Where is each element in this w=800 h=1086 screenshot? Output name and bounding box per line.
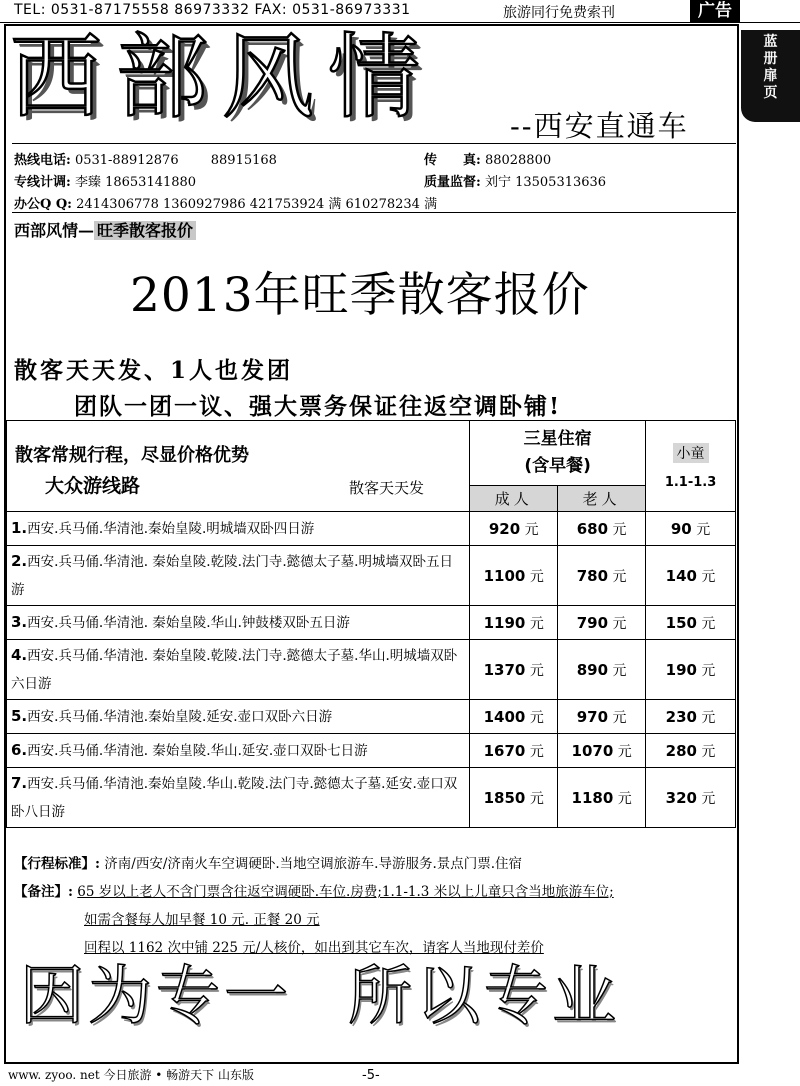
free-index-slogan: 旅游同行免费索刊 [503,5,615,21]
three-star-header: 三星住宿 (含早餐) [470,421,646,486]
table-header-left: 散客常规行程，尽显价格优势 大众游线路 散客天天发 [7,421,470,512]
route-cell: 2.西安.兵马俑.华清池. 秦始皇陵.乾陵.法门寺.懿德太子墓.明城墙双卧五日游 [7,546,470,606]
section-label: 西部风情— 旺季散客报价 [14,218,196,241]
adult-price-cell: 1190 元 [470,606,558,640]
child-header: 小童 1.1-1.3 [646,421,736,512]
trainer: 专线计调: 李臻 18653141880 [14,175,197,190]
adult-price-cell: 1400 元 [470,700,558,734]
route-cell: 3.西安.兵马俑.华清池. 秦始皇陵.华山.钟鼓楼双卧五日游 [7,606,470,640]
table-row [7,768,736,828]
route-cell: 7.西安.兵马俑.华清池.秦始皇陵.华山.乾陵.法门寺.懿德太子墓.延安.壶口双卧八日游 [7,768,470,828]
route-cell: 6.西安.兵马俑.华清池. 秦始皇陵.华山.延安.壶口双卧七日游 [7,734,470,768]
footer-site: www. zyoo. net 今日旅游 • 畅游天下 山东版 [8,1068,254,1082]
adult-price-cell: 1100 元 [470,546,558,606]
meal-note: 如需含餐每人加早餐 10 元. 正餐 20 元 [84,912,320,928]
route-cell: 1.西安.兵马俑.华清池.秦始皇陵.明城墙双卧四日游 [7,512,470,546]
motto: 因为专一 所以专业 [20,960,620,1034]
adult-price-cell: 1850 元 [470,768,558,828]
office-qq: 办公Q Q: 2414306778 1360927986 421753924 满 610278234 满 [14,197,438,212]
child-price-cell: 90 元 [646,512,736,546]
tagline-2: 团队一团一议、强大票务保证往返空调卧铺! [74,393,562,420]
route-cell: 4.西安.兵马俑.华清池. 秦始皇陵.乾陵.法门寺.懿德太子墓.华山.明城墙双卧六日游 [7,640,470,700]
page-number: -5- [362,1068,380,1083]
senior-price-cell: 680 元 [558,512,646,546]
divider [12,212,736,213]
side-tab: 蓝 册 扉 页 [741,30,800,122]
child-price-cell: 280 元 [646,734,736,768]
brand-title: 西部风情 [10,24,435,131]
top-bar [0,0,800,23]
hotline: 热线电话: 0531-88912876 88915168 [14,153,277,168]
child-price-cell: 140 元 [646,546,736,606]
senior-price-cell: 890 元 [558,640,646,700]
senior-price-cell: 1180 元 [558,768,646,828]
brand-subtitle: --西安直通车 [510,109,689,143]
table-row [7,734,736,768]
adult-price-cell: 1670 元 [470,734,558,768]
return-note: 回程以 1162 次中铺 225 元/人核价，如出到其它车次，请客人当地现付差价 [84,940,544,956]
itinerary-standard: 【行程标准】: 济南/西安/济南火车空调硬卧.当地空调旅游车.导游服务.景点门票.住宿 [14,856,523,872]
table-row [7,606,736,640]
table-row [7,700,736,734]
quality-supervisor: 质量监督: 刘宁 13505313636 [424,175,607,190]
adult-price-cell: 920 元 [470,512,558,546]
contact-line: TEL: 0531-87175558 86973332 FAX: 0531-86973331 [14,2,411,18]
child-price-cell: 230 元 [646,700,736,734]
tagline-1: 散客天天发、1人也发团 [14,357,294,384]
main-title: 2013年旺季散客报价 [130,268,590,323]
route-cell: 5.西安.兵马俑.华清池.秦始皇陵.延安.壶口双卧六日游 [7,700,470,734]
table-row [7,640,736,700]
price-table [6,420,736,828]
senior-price-cell: 780 元 [558,546,646,606]
adult-header: 成人 [470,485,558,511]
table-row [7,512,736,546]
ad-tag: 广告 [690,0,740,22]
child-price-cell: 320 元 [646,768,736,828]
remarks: 【备注】: 65 岁以上老人不含门票含往返空调硬卧.车位.房费;1.1-1.3 米以上儿童只含当地旅游车位; [14,884,614,900]
senior-price-cell: 970 元 [558,700,646,734]
child-price-cell: 190 元 [646,640,736,700]
child-price-cell: 150 元 [646,606,736,640]
senior-header: 老人 [558,485,646,511]
fax: 传 真: 88028800 [424,153,552,168]
adult-price-cell: 1370 元 [470,640,558,700]
divider [12,143,736,144]
senior-price-cell: 790 元 [558,606,646,640]
senior-price-cell: 1070 元 [558,734,646,768]
table-row [7,546,736,606]
